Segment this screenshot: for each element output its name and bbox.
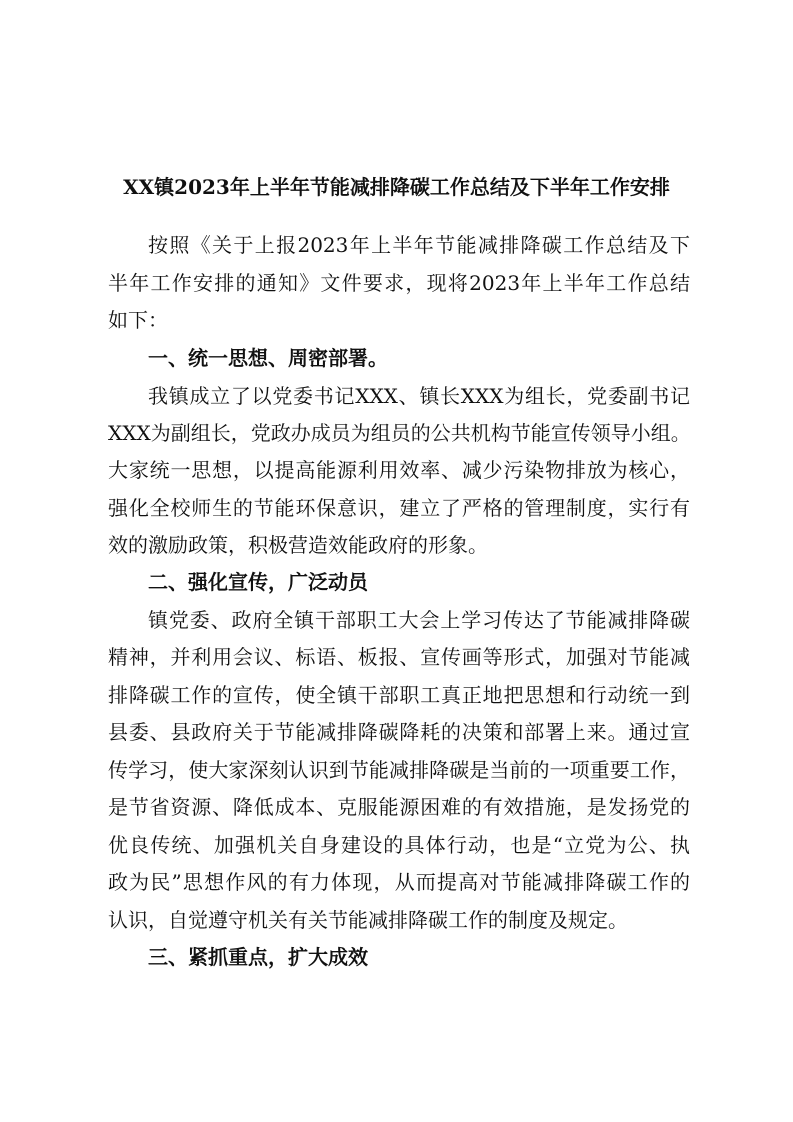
- text-line: 效的激励政策，积极营造效能政府的形象。: [108, 533, 488, 557]
- document-title: XX镇2023年上半年节能减排降碳工作总结及下半年工作安排: [123, 175, 670, 199]
- text-line: 传学习，使大家深刻认识到节能减排降碳是当前的一项重要工作，: [108, 758, 690, 782]
- text-line: 我镇成立了以党委书记XXX、镇长XXX为组长，党委副书记: [148, 384, 690, 408]
- text-line: 强化全校师生的节能环保意识，建立了严格的管理制度，实行有: [108, 496, 690, 520]
- text-line: 认识，自觉遵守机关有关节能减排降碳工作的制度及规定。: [108, 908, 628, 932]
- text-line: 优良传统、加强机关自身建设的具体行动，也是“立党为公、执: [108, 833, 690, 857]
- text-line: 是节省资源、降低成本、克服能源困难的有效措施，是发扬党的: [108, 795, 690, 819]
- text-line: 按照《关于上报2023年上半年节能减排降碳工作总结及下: [148, 233, 690, 257]
- text-line: 如下：: [108, 308, 168, 332]
- text-line: 排降碳工作的宣传，使全镇干部职工真正地把思想和行动统一到: [108, 683, 690, 707]
- text-line: 精神，并利用会议、标语、板报、宣传画等形式，加强对节能减: [108, 645, 690, 669]
- section-heading: 二、强化宣传，广泛动员: [148, 570, 368, 594]
- text-line: XXX为副组长，党政办成员为组员的公共机构节能宣传领导小组。: [108, 421, 691, 445]
- text-line: 政为民”思想作风的有力体现，从而提高对节能减排降碳工作的: [108, 870, 690, 894]
- text-line: 镇党委、政府全镇干部职工大会上学习传达了节能减排降碳: [148, 608, 690, 632]
- text-line: 半年工作安排的通知》文件要求，现将2023年上半年工作总结: [108, 271, 690, 295]
- text-line: 大家统一思想，以提高能源利用效率、减少污染物排放为核心，: [108, 458, 690, 482]
- text-line: 县委、县政府关于节能减排降碳降耗的决策和部署上来。通过宣: [108, 720, 690, 744]
- section-heading: 三、紧抓重点，扩大成效: [148, 945, 368, 969]
- section-heading: 一、统一思想、周密部署。: [148, 346, 388, 370]
